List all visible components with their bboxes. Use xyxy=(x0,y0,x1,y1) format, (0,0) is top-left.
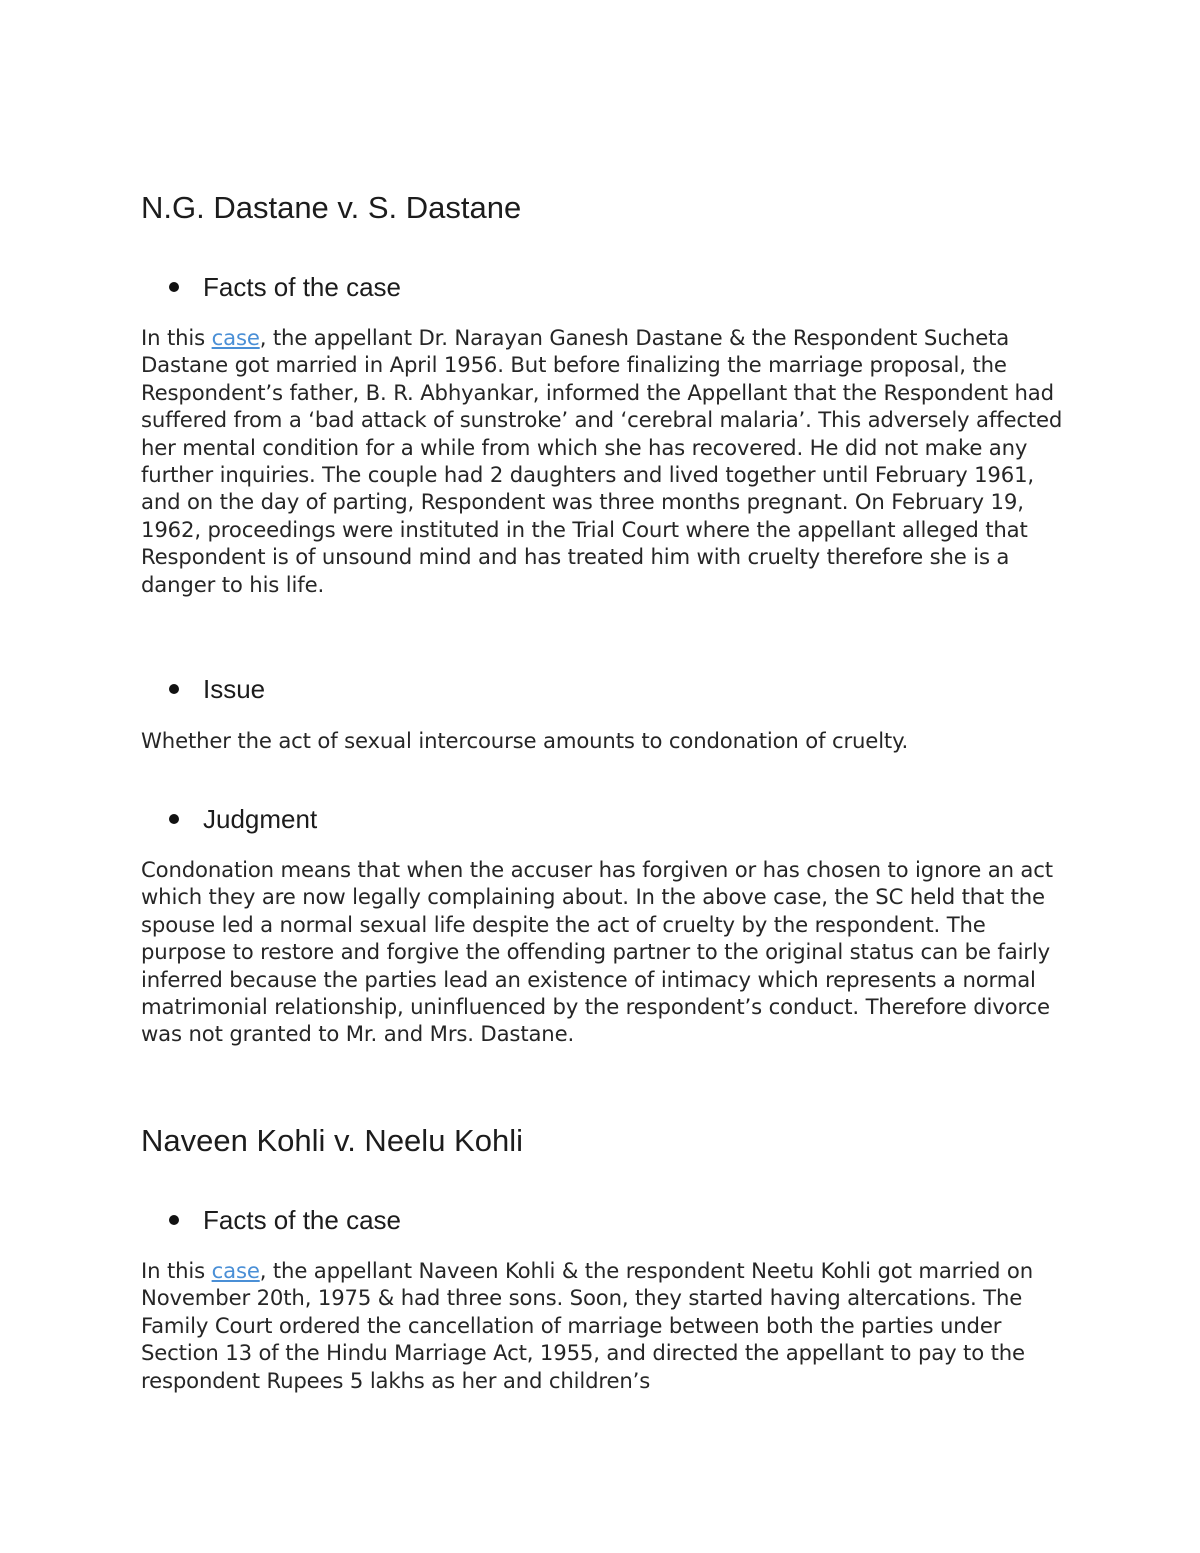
bullet-icon xyxy=(169,282,179,292)
section-heading-label: Facts of the case xyxy=(203,1205,401,1235)
facts-lead-text: In this xyxy=(141,1258,212,1283)
bullet-icon xyxy=(169,684,179,694)
bullet-icon xyxy=(169,1215,179,1225)
case-title-kohli: Naveen Kohli v. Neelu Kohli xyxy=(141,1123,523,1158)
section-heading-issue xyxy=(203,676,265,702)
case-link[interactable]: case xyxy=(211,325,260,350)
facts-paragraph xyxy=(141,324,1071,598)
section-heading-facts xyxy=(203,1207,401,1233)
judgment-paragraph: Condonation means that when the accuser has forgiven or has chosen to ignore an act which they are now legally complaining about. In the above case, the SC held that the spouse led a normal sexual life despite the act of cruelty by the respondent. The purpose to restore and forgive the offending partner to the original status can be fairly inferred because the parties lead an existence of intimacy which represents a normal matrimonial relationship, uninfluenced by the respondent’s conduct. Therefore divorce was not granted to Mr. and Mrs. Dastane. xyxy=(141,857,1053,1047)
facts-paragraph xyxy=(141,1257,1071,1394)
section-heading-judgment xyxy=(203,806,317,832)
section-heading-label: Facts of the case xyxy=(203,272,401,302)
case-link[interactable]: case xyxy=(211,1258,260,1283)
case-title-dastane: N.G. Dastane v. S. Dastane xyxy=(141,190,522,225)
bullet-icon xyxy=(169,814,179,824)
facts-body-text: , the appellant Naveen Kohli & the respondent Neetu Kohli got married on November 20th, 1975 & had three sons. Soon, they started having altercations. The Family Court ordered the cancellation of marriage between both the parties under Section 13 of the Hindu Marriage Act, 1955, and directed the appellant to pay to the respondent Rupees 5 lakhs as her and children’s xyxy=(141,1258,1034,1393)
section-heading-label: Judgment xyxy=(203,804,318,834)
section-heading-label: Issue xyxy=(203,674,266,704)
issue-paragraph: Whether the act of sexual intercourse amounts to condonation of cruelty. xyxy=(141,728,909,753)
facts-lead-text: In this xyxy=(141,325,212,350)
facts-body-text: , the appellant Dr. Narayan Ganesh Dastane & the Respondent Sucheta Dastane got married in April 1956. But before finalizing the marriage proposal, the Respondent’s father, B. R. Abhyankar, informed the Appellant that the Respondent had suffered from a ‘bad attack of sunstroke’ and ‘cerebral malaria’. This adversely affected her mental condition for a while from which she has recovered. He did not make any further inquiries. The couple had 2 daughters and lived together until February 1961, and on the day of parting, Respondent was three months pregnant. On February 19, 1962, proceedings were instituted in the Trial Court where the appellant alleged that Respondent is of unsound mind and has treated him with cruelty therefore she is a danger to his life. xyxy=(141,325,1063,597)
section-heading-facts xyxy=(203,274,401,300)
